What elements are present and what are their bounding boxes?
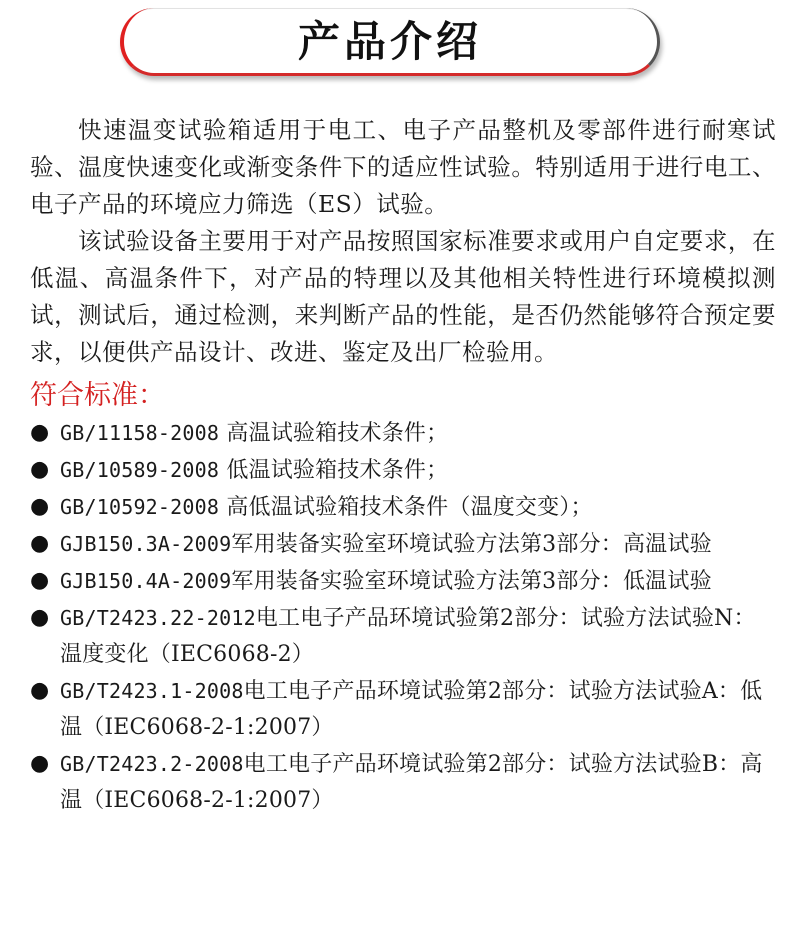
- standard-text: [60, 600, 776, 673]
- standard-item: [30, 415, 776, 452]
- standard-item: [30, 489, 776, 526]
- standard-text: [60, 673, 776, 746]
- standard-item: [30, 600, 776, 673]
- bullet-icon: ●: [30, 457, 50, 482]
- standard-code: GB/11158-2008: [60, 421, 220, 445]
- standard-text: [60, 415, 776, 452]
- standard-code: GJB150.4A-2009: [60, 569, 232, 593]
- standard-code: GB/10589-2008: [60, 458, 220, 482]
- standard-text: [60, 526, 776, 563]
- standard-description: 高温试验箱技术条件；: [219, 421, 449, 446]
- standard-text: [60, 563, 776, 600]
- standard-description: 电工电子产品环境试验第2部分：试验方法试验N：温度变化（IEC6068-2）: [60, 606, 756, 667]
- bullet-icon: ●: [30, 568, 50, 593]
- standard-text: [60, 746, 776, 819]
- standard-code: GJB150.3A-2009: [60, 532, 232, 556]
- standard-item: [30, 673, 776, 746]
- standards-list: [30, 415, 776, 819]
- bullet-icon: ●: [30, 751, 50, 776]
- intro-paragraph-1: 快速温变试验箱适用于电工、电子产品整机及零部件进行耐寒试验、温度快速变化或渐变条件下的适应性试验。特别适用于进行电工、电子产品的环境应力筛选（ES）试验。: [30, 116, 776, 218]
- header: [0, 0, 800, 90]
- intro-paragraph-2: 该试验设备主要用于对产品按照国家标准要求或用户自定要求，在低温、高温条件下，对产品的特理以及其他相关特性进行环境模拟测试，测试后，通过检测，来判断产品的性能，是否仍然能够符合预定要求，以便供产品设计、改进、鉴定及出厂检验用。: [30, 227, 776, 366]
- standard-text: [60, 452, 776, 489]
- standard-item: [30, 563, 776, 600]
- bullet-icon: ●: [30, 420, 50, 445]
- standard-description: 电工电子产品环境试验第2部分：试验方法试验A：低温（IEC6068-2-1:2007）: [60, 679, 763, 740]
- page-title: 产品介绍: [297, 17, 482, 66]
- bullet-icon: ●: [30, 494, 50, 519]
- standard-text: [60, 489, 776, 526]
- standard-item: [30, 746, 776, 819]
- standard-description: 电工电子产品环境试验第2部分：试验方法试验B：高温（IEC6068-2-1:2007）: [60, 752, 763, 813]
- bullet-icon: ●: [30, 605, 50, 630]
- bullet-icon: ●: [30, 531, 50, 556]
- standard-description: 军用装备实验室环境试验方法第3部分：低温试验: [231, 569, 712, 594]
- standard-description: 高低温试验箱技术条件（温度交变）；: [219, 495, 593, 520]
- bullet-icon: ●: [30, 678, 50, 703]
- standard-description: 军用装备实验室环境试验方法第3部分：高温试验: [231, 532, 712, 557]
- standard-item: [30, 526, 776, 563]
- main-content: [30, 112, 776, 819]
- standard-code: GB/T2423.1-2008: [60, 679, 244, 703]
- standard-item: [30, 452, 776, 489]
- standards-heading: 符合标准：: [30, 380, 165, 411]
- standard-code: GB/10592-2008: [60, 495, 220, 519]
- standard-code: GB/T2423.22-2012: [60, 606, 256, 630]
- standard-description: 低温试验箱技术条件；: [219, 458, 449, 483]
- standard-code: GB/T2423.2-2008: [60, 752, 244, 776]
